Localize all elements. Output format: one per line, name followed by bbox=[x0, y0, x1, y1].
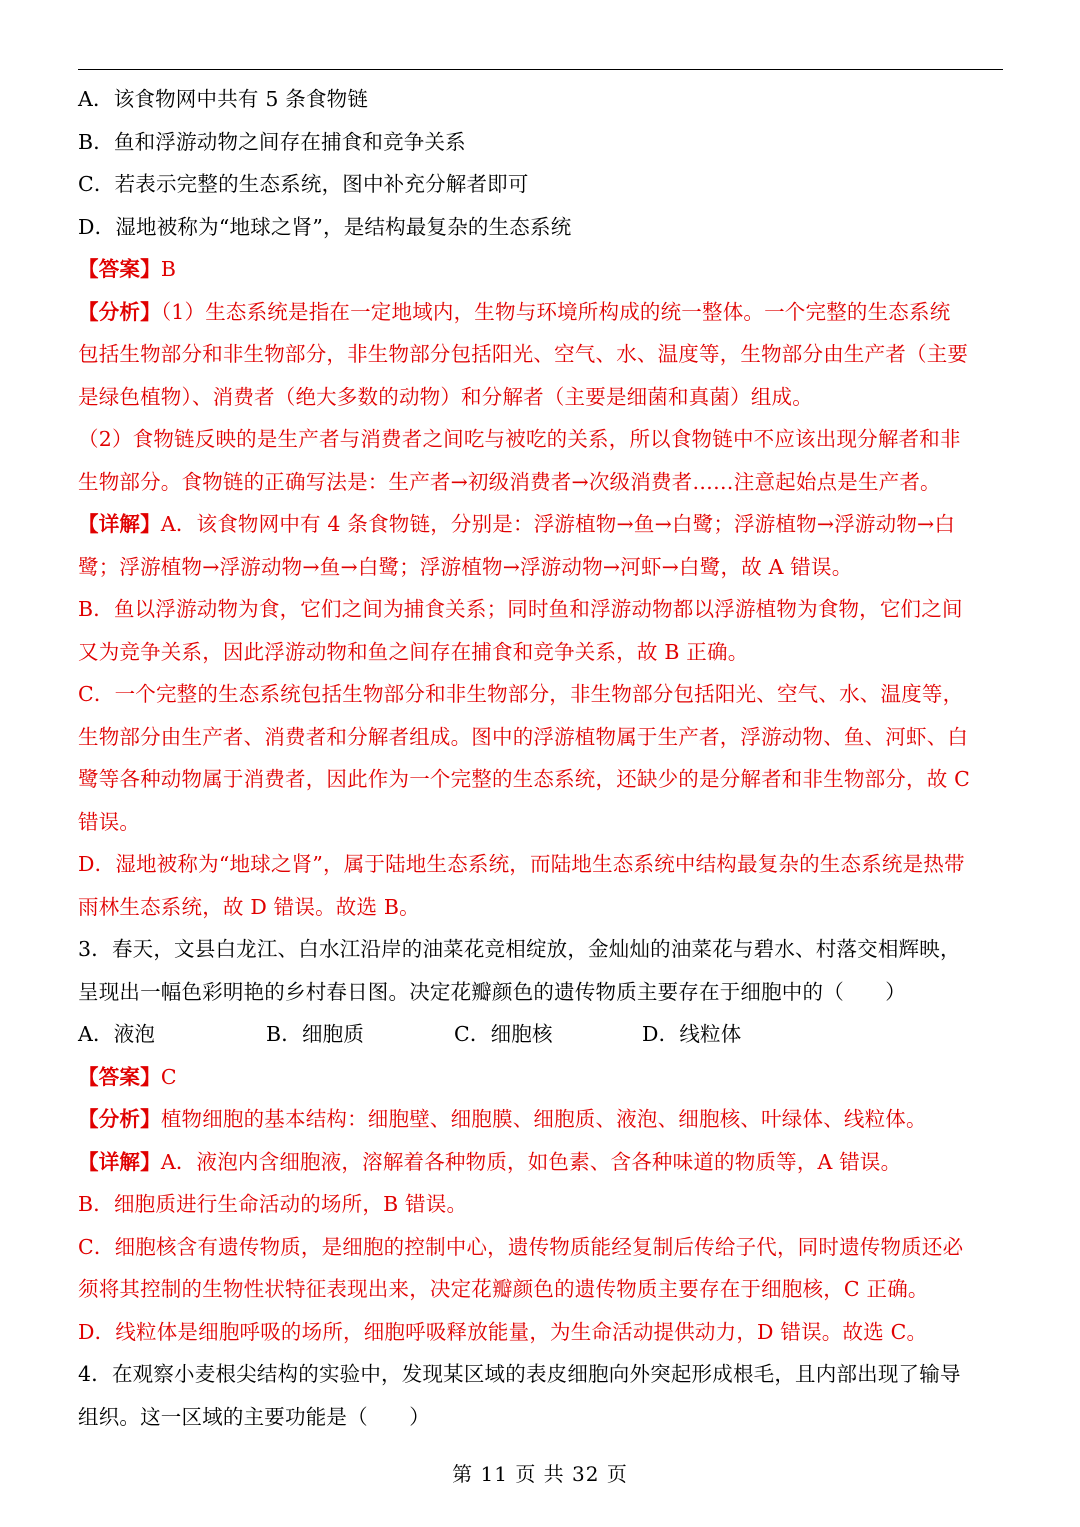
q2-analysis-line-2: 包括生物部分和非生物部分，非生物部分包括阳光、空气、水、温度等，生物部分由生产者（主要 bbox=[78, 342, 969, 366]
q3-analysis-text: 植物细胞的基本结构：细胞壁、细胞膜、细胞质、液泡、细胞核、叶绿体、线粒体。 bbox=[160, 1107, 927, 1131]
q3-stem-line-2: 呈现出一幅色彩明艳的乡村春日图。决定花瓣颜色的遗传物质主要存在于细胞中的（ ） bbox=[78, 979, 906, 1004]
q2-analysis-line-3: 是绿色植物）、消费者（绝大多数的动物）和分解者（主要是细菌和真菌）组成。 bbox=[78, 384, 813, 409]
q2-detail-line-6: 生物部分由生产者、消费者和分解者组成。图中的浮游植物属于生产者，浮游动物、鱼、河虾、白 bbox=[78, 724, 969, 749]
q3-options bbox=[78, 1013, 1003, 1056]
q2-answer-label: 【答案】 bbox=[78, 257, 161, 281]
header-rule bbox=[78, 69, 1003, 70]
q2-detail-line-3: B．鱼以浮游动物为食，它们之间为捕食关系；同时鱼和浮游动物都以浮游植物为食物，它们之间 bbox=[78, 597, 963, 621]
q2-analysis-line-5: 生物部分。食物链的正确写法是：生产者→初级消费者→次级消费者……注意起始点是生产者。 bbox=[78, 469, 941, 494]
q2-detail-line-2: 鹭；浮游植物→浮游动物→鱼→白鹭；浮游植物→浮游动物→河虾→白鹭，故 A 错误。 bbox=[78, 554, 853, 579]
q2-option-c: C．若表示完整的生态系统，图中补充分解者即可 bbox=[78, 172, 529, 196]
q2-detail-line-4: 又为竞争关系，因此浮游动物和鱼之间存在捕食和竞争关系，故 B 正确。 bbox=[78, 639, 749, 664]
q3-analysis-label: 【分析】 bbox=[78, 1107, 161, 1131]
q3-detail-line-3: C．细胞核含有遗传物质，是细胞的控制中心，遗传物质能经复制后传给子代，同时遗传物质还必 bbox=[78, 1234, 964, 1259]
q2-answer bbox=[78, 248, 1003, 291]
q2-option-d: D．湿地被称为“地球之肾”，是结构最复杂的生态系统 bbox=[78, 214, 572, 239]
q2-analysis-text: （1）生态系统是指在一定地域内，生物与环境所构成的统一整体。一个完整的生态系统 bbox=[160, 299, 951, 324]
q2-detail-text: A．该食物网中有 4 条食物链，分别是：浮游植物→鱼→白鹭；浮游植物→浮游动物→白 bbox=[160, 512, 956, 536]
q3-detail-label: 【详解】 bbox=[78, 1149, 161, 1174]
q3-analysis bbox=[78, 1098, 1003, 1141]
q3-answer bbox=[78, 1056, 1003, 1099]
q2-answer-value: B bbox=[160, 257, 177, 281]
q2-analysis-line-1 bbox=[78, 291, 1003, 334]
q2-detail-line-7: 鹭等各种动物属于消费者，因此作为一个完整的生态系统，还缺少的是分解者和非生物部分，故 C bbox=[78, 767, 970, 791]
q4-stem-line-1: 4．在观察小麦根尖结构的实验中，发现某区域的表皮细胞向外突起形成根毛，且内部出现了输导 bbox=[78, 1362, 961, 1386]
q3-stem-line-1: 3．春天，文县白龙江、白水江沿岸的油菜花竞相绽放，金灿灿的油菜花与碧水、村落交相辉映， bbox=[78, 937, 961, 961]
page-footer: 第 11 页 共 32 页 bbox=[452, 1462, 628, 1486]
q4-stem-line-2: 组织。这一区域的主要功能是（ ） bbox=[78, 1404, 430, 1429]
q3-answer-label: 【答案】 bbox=[78, 1064, 161, 1089]
q2-detail-line-8: 错误。 bbox=[78, 809, 141, 834]
q3-option-b: B．细胞质 bbox=[266, 1022, 365, 1046]
q3-option-d: D．线粒体 bbox=[642, 1022, 742, 1046]
q2-analysis-line-4: （2）食物链反映的是生产者与消费者之间吃与被吃的关系，所以食物链中不应该出现分解者和非 bbox=[78, 427, 961, 451]
q3-option-a: A．液泡 bbox=[78, 1022, 156, 1046]
q3-detail-line-5: D．线粒体是细胞呼吸的场所，细胞呼吸释放能量，为生命活动提供动力，D 错误。故选 C。 bbox=[78, 1319, 928, 1344]
q3-detail-text: A．液泡内含细胞液，溶解着各种物质，如色素、含各种味道的物质等，A 错误。 bbox=[160, 1149, 902, 1174]
q2-option-b: B．鱼和浮游动物之间存在捕食和竞争关系 bbox=[78, 129, 466, 154]
q2-option-a: A．该食物网中共有 5 条食物链 bbox=[78, 87, 369, 111]
q2-detail-label: 【详解】 bbox=[78, 512, 161, 536]
q2-detail-line-9: D．湿地被称为“地球之肾”，属于陆地生态系统，而陆地生态系统中结构最复杂的生态系统是热带 bbox=[78, 852, 965, 876]
q3-detail-line-2: B．细胞质进行生命活动的场所，B 错误。 bbox=[78, 1192, 468, 1216]
q2-detail-line-1 bbox=[78, 503, 1003, 546]
page-content bbox=[78, 78, 1003, 1438]
q3-option-c: C．细胞核 bbox=[454, 1022, 553, 1046]
q2-detail-line-5: C．一个完整的生态系统包括生物部分和非生物部分，非生物部分包括阳光、空气、水、温度等， bbox=[78, 682, 964, 706]
q2-analysis-label: 【分析】 bbox=[78, 299, 161, 324]
q3-answer-value: C bbox=[160, 1064, 177, 1089]
q2-detail-line-10: 雨林生态系统，故 D 错误。故选 B。 bbox=[78, 894, 420, 919]
q3-detail-line-4: 须将其控制的生物性状特征表现出来，决定花瓣颜色的遗传物质主要存在于细胞核，C 正确。 bbox=[78, 1277, 929, 1301]
q3-detail-line-1 bbox=[78, 1141, 1003, 1184]
